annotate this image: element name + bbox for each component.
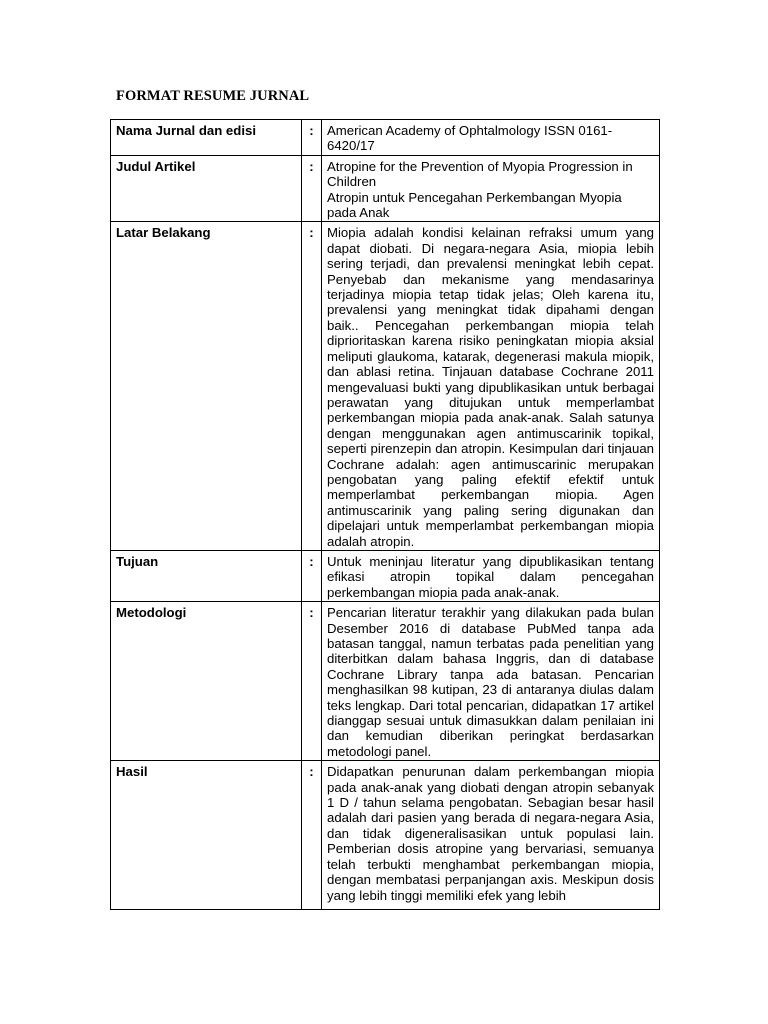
article-title-id: Atropin untuk Pencegahan Perkembangan Myopia pada Anak xyxy=(327,189,622,221)
row-label: Judul Artikel xyxy=(111,155,302,222)
row-colon: : xyxy=(302,155,322,222)
table-row-background xyxy=(111,222,660,551)
table-row-journal xyxy=(111,120,660,156)
table-row-objective xyxy=(111,550,660,601)
row-value-objective xyxy=(322,550,660,601)
row-colon: : xyxy=(302,602,322,761)
results-clip xyxy=(327,764,654,908)
table-row-methodology xyxy=(111,602,660,761)
row-label: Hasil xyxy=(111,761,302,910)
row-colon: : xyxy=(302,761,322,910)
background-text: Miopia adalah kondisi kelainan refraksi umum yang dapat diobati. Di negara-negara Asia, miopia lebih sering terjadi, dan prevalensi meningkat lebih cepat. Penyebab dan mekanisme yang mendasarinya terjadinya miopia tetap tidak jelas; Oleh karena itu, prevalensi yang meningkat tidak dipahami dengan baik.. Pencegahan perkembangan miopia telah diprioritaskan karena risiko peningkatan miopia aksial meliputi glaukoma, katarak, degenerasi makula miopik, dan ablasi retina. Tinjauan database Cochrane 2011 mengevaluasi bukti yang dipublikasikan untuk berbagai perawatan yang ditujukan untuk memperlambat perkembangan miopia pada anak-anak. Salah satunya dengan menggunakan agen antimuscarinik topikal, seperti pirenzepin dan atropin. Kesimpulan dari tinjauan Cochrane adalah: agen antimuscarinic merupakan pengobatan yang paling efektif efektif untuk memperlambat perkembangan miopia. Agen antimuscarinik yang paling sering digunakan dan dipelajari untuk memperlambat perkembangan miopia adalah atropin. xyxy=(327,225,654,549)
row-colon: : xyxy=(302,550,322,601)
table-row-title xyxy=(111,155,660,222)
row-label: Tujuan xyxy=(111,550,302,601)
row-label: Nama Jurnal dan edisi xyxy=(111,120,302,156)
results-text: Didapatkan penurunan dalam perkembangan miopia pada anak-anak yang diobati dengan atropin sebanyak 1 D / tahun selama pengobatan. Sebagian besar hasil adalah dari pasien yang berada di negara-negara Asia, dan tidak digeneralisasikan untuk populasi lain. Pemberian dosis atropine yang bervariasi, semuanya telah terbukti menghambat perkembangan miopia, dengan membatasi perpanjangan axis. Meskipun dosis yang lebih tinggi memiliki efek yang lebih xyxy=(327,764,654,903)
row-colon: : xyxy=(302,120,322,156)
objective-text: Untuk meninjau literatur yang dipublikasikan tentang efikasi atropin topikal dalam pencegahan perkembangan miopia pada anak-anak. xyxy=(327,553,654,600)
methodology-text: Pencarian literatur terakhir yang dilakukan pada bulan Desember 2016 di database PubMed tanpa ada batasan tanggal, namun terbatas pada penelitian yang diterbitkan dalam bahasa Inggris, dan di database Cochrane Library tanpa ada batasan. Pencarian menghasilkan 98 kutipan, 23 di antaranya diulas dalam teks lengkap. Dari total pencarian, didapatkan 17 artikel dianggap sesuai untuk dimasukkan dalam penilaian ini dan kemudian diberikan peringkat berdasarkan metodologi panel. xyxy=(327,605,654,759)
row-value-title xyxy=(322,155,660,222)
row-value-journal xyxy=(322,120,660,156)
row-value-methodology xyxy=(322,602,660,761)
document-title: FORMAT RESUME JURNAL xyxy=(116,88,310,104)
row-value-background xyxy=(322,222,660,551)
row-colon: : xyxy=(302,222,322,551)
article-title-en: Atropine for the Prevention of Myopia Progression in Children xyxy=(327,158,633,190)
row-value-results xyxy=(322,761,660,910)
row-label: Latar Belakang xyxy=(111,222,302,551)
table-row-results xyxy=(111,761,660,910)
journal-name: American Academy of Ophtalmology ISSN 0161-6420/17 xyxy=(327,123,613,154)
row-label: Metodologi xyxy=(111,602,302,761)
resume-table xyxy=(110,119,660,910)
